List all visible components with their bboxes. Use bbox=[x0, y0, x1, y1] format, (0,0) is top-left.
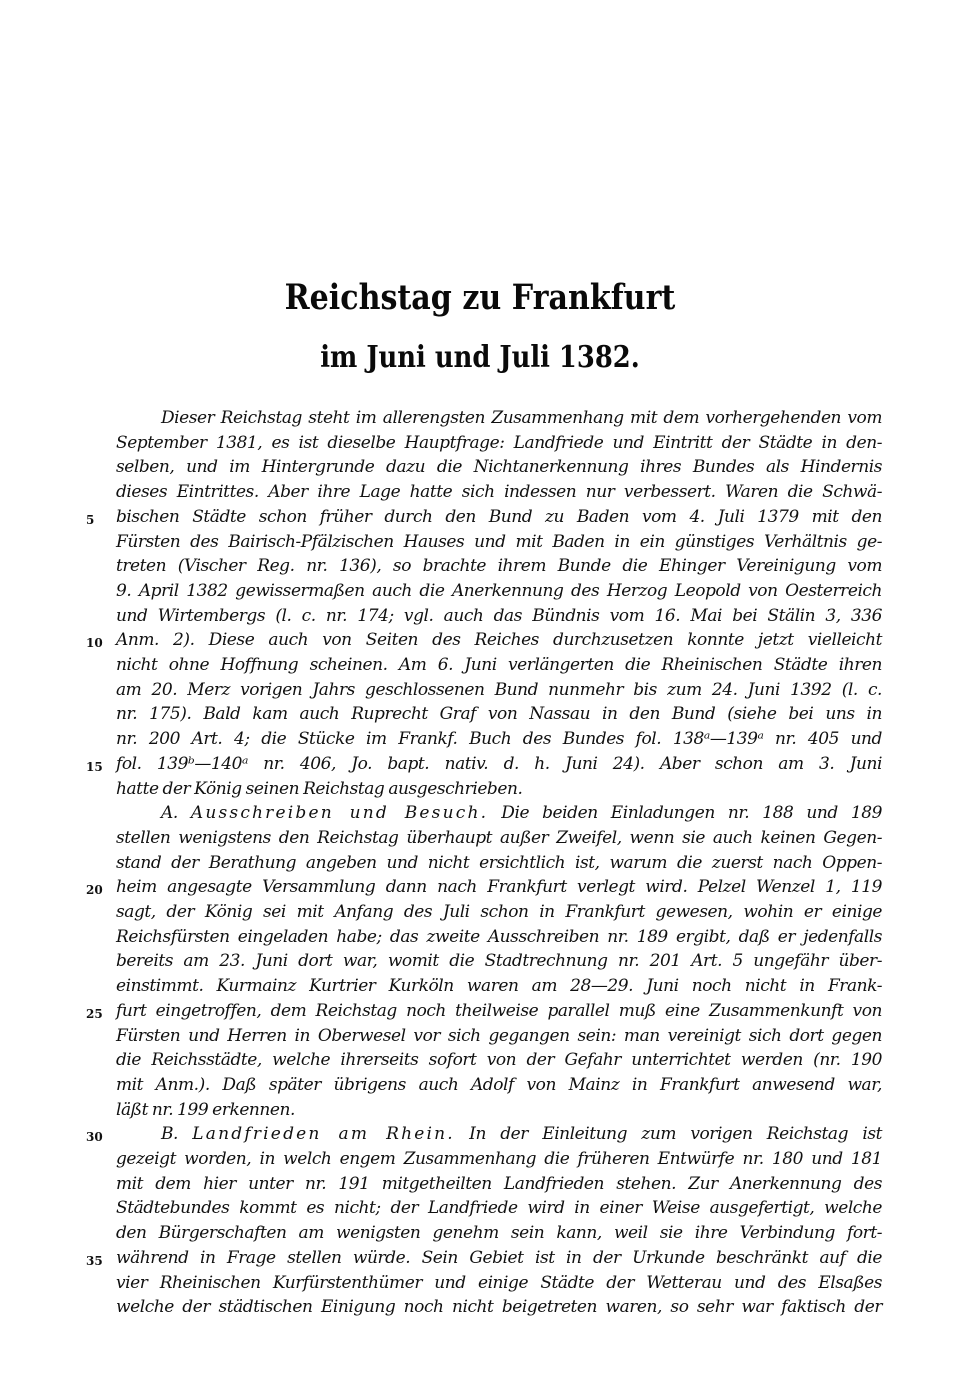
text-line: nicht ohne Hoffnung scheinen. Am 6. Juni verlängerten die Rheinischen Städte ihren bbox=[116, 655, 882, 675]
text-line: Städtebundes kommt es nicht; der Landfriede wird in einer Weise ausgefertigt, welche bbox=[116, 1198, 882, 1219]
text-line: bischen Städte schon früher durch den Bund zu Baden vom 4. Juli 1379 mit den bbox=[116, 506, 882, 527]
text-line: den Bürgerschaften am wenigsten genehm sein kann, weil sie ihre Verbindung fort- bbox=[116, 1223, 882, 1244]
text-line: sagt, der König sei mit Anfang des Juli schon in Frankfurt gewesen, wohin er einige bbox=[116, 902, 882, 922]
text-line: dieses Eintrittes. Aber ihre Lage hatte sich indessen nur verbessert. Waren die Schwä- bbox=[116, 482, 882, 503]
text-line: vier Rheinischen Kurfürstenthümer und einige Städte der Wetterau und des Elsaßes bbox=[116, 1272, 882, 1293]
line-number: 20 bbox=[86, 883, 103, 898]
text-line: selben, und im Hintergrunde dazu die Nichtanerkennung ihres Bundes als Hindernis bbox=[116, 457, 882, 478]
text-line: gezeigt worden, in welch engem Zusammenhang die früheren Entwürfe nr. 180 und 181 bbox=[116, 1149, 882, 1169]
line-number: 5 bbox=[86, 512, 95, 527]
text-line: und Wirtembergs (l. c. nr. 174; vgl. auch das Bündnis vom 16. Mai bei Stälin 3, 336 bbox=[116, 605, 882, 626]
text-line: stand der Berathung angeben und nicht ersichtlich ist, warum die zuerst nach Oppen- bbox=[116, 852, 882, 873]
text-line: die Reichsstädte, welche ihrerseits sofort von der Gefahr unterrichtet werden (nr. 190 bbox=[116, 1050, 882, 1071]
text-line: furt eingetroffen, dem Reichstag noch theilweise parallel muß eine Zusammenkunft von bbox=[116, 1000, 882, 1021]
text-line: mit Anm.). Daß später übrigens auch Adolf von Mainz in Frankfurt anwesend war, bbox=[116, 1074, 882, 1095]
line-number: 15 bbox=[86, 759, 103, 774]
text-line: mit dem hier unter nr. 191 mitgetheilten Landfrieden stehen. Zur Anerkennung des bbox=[116, 1173, 882, 1194]
text-line: Fürsten und Herren in Oberwesel vor sich gegangen sein: man vereinigt sich dort gegen bbox=[116, 1025, 882, 1046]
text-line: B. Landfrieden am Rhein. In der Einleitung zum vorigen Reichstag ist bbox=[161, 1124, 882, 1145]
line-number: 30 bbox=[86, 1130, 103, 1145]
text-line: Dieser Reichstag steht im allerengsten Zusammenhang mit dem vorhergehenden vom bbox=[161, 408, 882, 428]
page-title: Reichstag zu Frankfurt bbox=[284, 277, 676, 318]
text-line: heim angesagte Versammlung dann nach Frankfurt verlegt wird. Pelzel Wenzel 1, 119 bbox=[116, 877, 882, 898]
line-number: 25 bbox=[86, 1006, 103, 1021]
text-line: am 20. Merz vorigen Jahrs geschlossenen Bund nunmehr bis zum 24. Juni 1392 (l. c. bbox=[116, 679, 882, 700]
line-number: 10 bbox=[86, 636, 103, 651]
page-subtitle: im Juni und Juli 1382. bbox=[320, 340, 640, 375]
text-line: A. Ausschreiben und Besuch. Die beiden Einladungen nr. 188 und 189 bbox=[161, 803, 882, 824]
text-line: einstimmt. Kurmainz Kurtrier Kurköln waren am 28—29. Juni noch nicht in Frank- bbox=[116, 976, 882, 997]
text-line: nr. 175). Bald kam auch Ruprecht Graf von Nassau in den Bund (siehe bei uns in bbox=[116, 704, 882, 725]
text-line: welche der städtischen Einigung noch nicht beigetreten waren, so sehr war faktisch der bbox=[116, 1297, 882, 1318]
line-number: 35 bbox=[86, 1253, 103, 1268]
section-heading: Landfrieden am Rhein. bbox=[192, 1124, 455, 1145]
text-line: 9. April 1382 gewissermaßen auch die Anerkennung des Herzog Leopold von Oesterreich bbox=[116, 580, 882, 601]
text-line: fol. 139ᵇ—140ᵃ nr. 406, Jo. bapt. nativ. d. h. Juni 24). Aber schon am 3. Juni bbox=[116, 753, 882, 774]
text-line: bereits am 23. Juni dort war, womit die Stadtrechnung nr. 201 Art. 5 ungefähr über- bbox=[116, 951, 882, 972]
section-heading: Ausschreiben und Besuch. bbox=[190, 803, 489, 824]
text-line: September 1381, es ist dieselbe Hauptfrage: Landfriede und Eintritt der Städte in den- bbox=[116, 432, 882, 453]
text-line: Anm. 2). Diese auch von Seiten des Reiches durchzusetzen konnte jetzt vielleicht bbox=[116, 630, 882, 651]
text-line: Reichsfürsten eingeladen habe; das zweite Ausschreiben nr. 189 ergibt, daß er jedenfalls bbox=[116, 926, 882, 947]
text-line: stellen wenigstens den Reichstag überhaupt außer Zweifel, wenn sie auch keinen Gegen- bbox=[116, 827, 882, 848]
text-line: läßt nr. 199 erkennen. bbox=[116, 1099, 295, 1120]
text-line: hatte der König seinen Reichstag ausgeschrieben. bbox=[116, 778, 523, 799]
text-line: treten (Vischer Reg. nr. 136), so brachte ihrem Bunde die Ehinger Vereinigung vom bbox=[116, 556, 882, 577]
text-line: Fürsten des Bairisch-Pfälzischen Hauses und mit Baden in ein günstiges Verhältnis ge- bbox=[116, 531, 882, 552]
text-line: nr. 200 Art. 4; die Stücke im Frankf. Buch des Bundes fol. 138ᵃ—139ᵃ nr. 405 und bbox=[116, 729, 882, 750]
text-line: während in Frage stellen würde. Sein Gebiet ist in der Urkunde beschränkt auf die bbox=[116, 1247, 882, 1268]
